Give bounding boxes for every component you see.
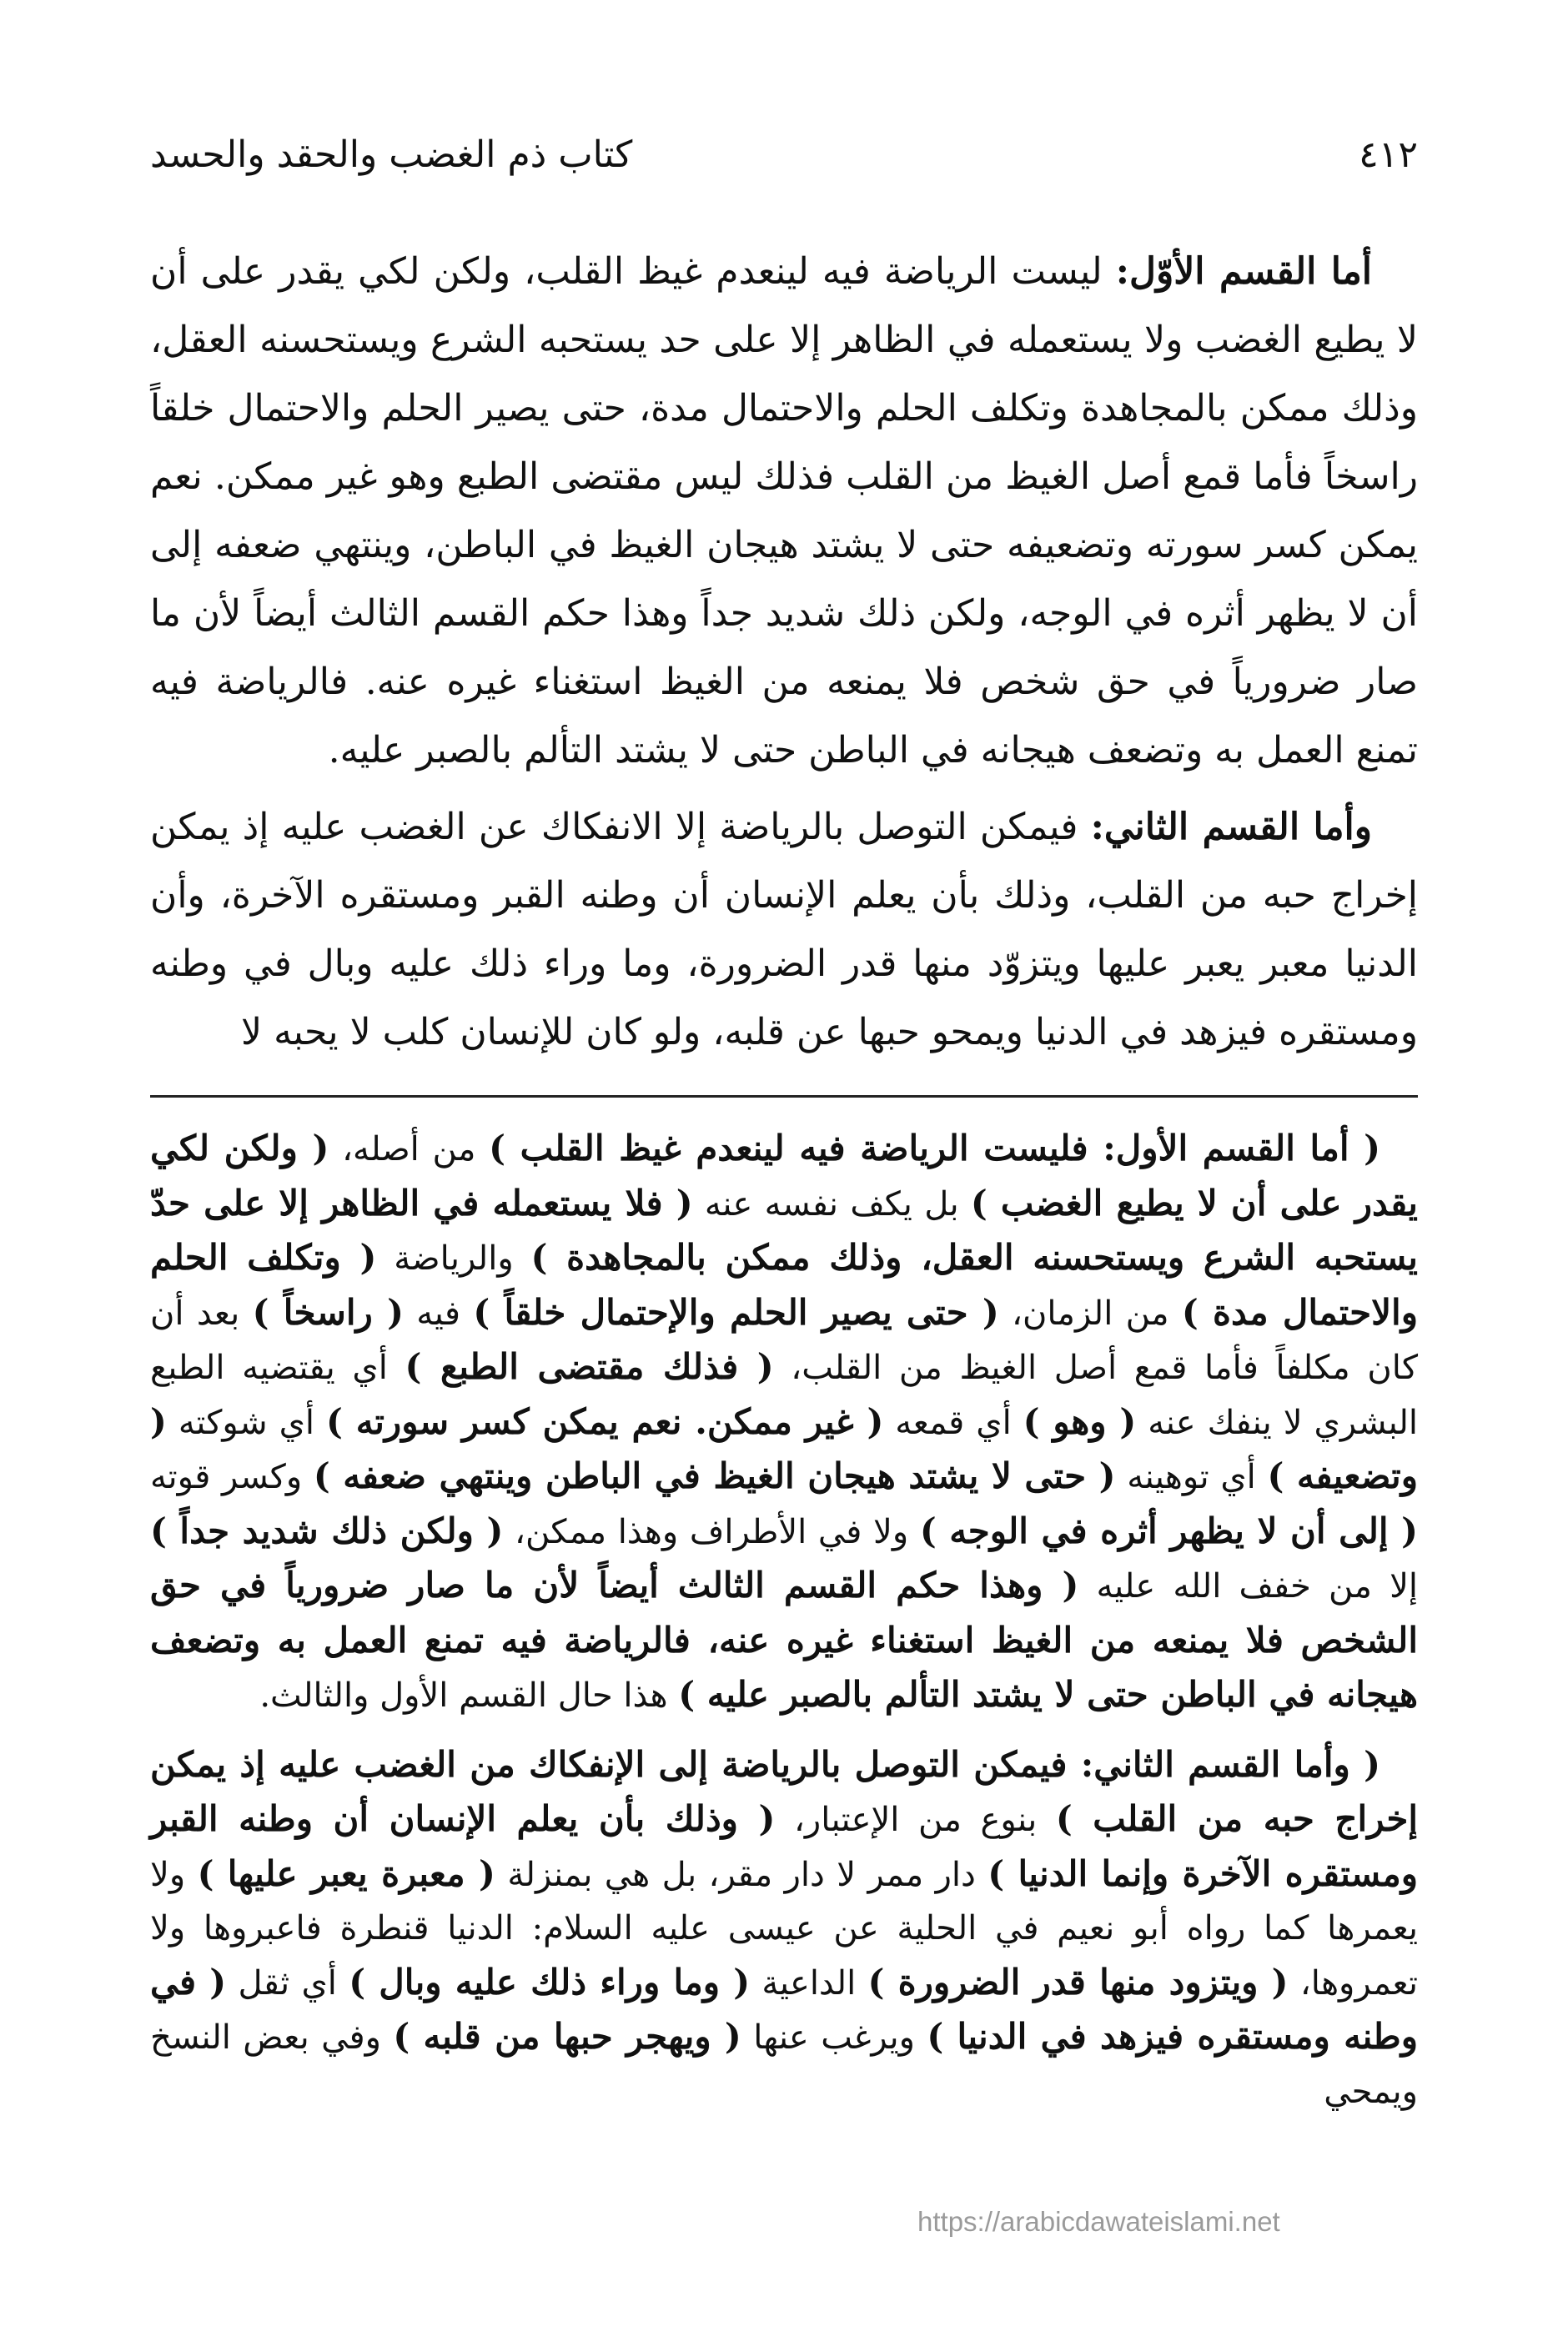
quoted-matn: ( وتضعيفه ) bbox=[150, 1400, 1419, 1496]
separator-line bbox=[150, 1095, 1418, 1098]
quoted-matn: ( أما القسم الأول: فليست الرياضة فيه لينعدم غيظ القلب ) bbox=[489, 1128, 1380, 1169]
quoted-matn: ( فلا يستعمله في الظاهر إلا على حدّ يستحبه الشرع ويستحسنه العقل، وذلك ممكن بالمجاهدة ) bbox=[150, 1182, 1418, 1278]
quoted-matn: ( غير ممكن. نعم يمكن كسر سورته ) bbox=[325, 1400, 884, 1442]
commentary-gloss: فيه bbox=[403, 1294, 474, 1333]
running-title: كتاب ذم الغضب والحقد والحسد bbox=[150, 133, 633, 176]
quoted-matn: ( في وطنه ومستقره فيزهد في الدنيا ) bbox=[150, 1961, 1419, 2057]
quoted-matn: ( فذلك مقتضى الطبع ) bbox=[405, 1346, 774, 1387]
commentary-gloss: من أصله، bbox=[329, 1130, 490, 1169]
quoted-matn: ( إلى أن لا يظهر أثره في الوجه ) bbox=[919, 1510, 1418, 1551]
quoted-matn: ( حتى يصير الحلم والإحتمال خلقاً ) bbox=[473, 1291, 999, 1333]
main-paragraph-1 bbox=[150, 238, 1418, 785]
quoted-matn: ( ولكن ذلك شديد جداً ) bbox=[150, 1510, 504, 1551]
commentary-paragraph-2 bbox=[150, 1738, 1418, 2119]
commentary-gloss: ويرغب عنها bbox=[741, 2018, 927, 2057]
quoted-matn: ( راسخاً ) bbox=[252, 1291, 404, 1333]
paragraph-body: فيمكن التوصل بالرياضة إلا الانفكاك عن الغضب عليه إذ يمكن إخراج حبه من القلب، وذلك بأن يعلم الإنسان أن وطنه القبر ومستقره الآخرة، وأن الدنيا معبر يعبر عليها ويتزوّد منها قدر الضرورة، وما وراء ذلك عليه وبال في وطنه ومستقره فيزهد في الدنيا ويمحو حبها عن قلبه، ولو كان للإنسان كلب لا يحبه لا bbox=[150, 806, 1418, 1053]
commentary-gloss: الداعية bbox=[750, 1963, 868, 2003]
quoted-matn: ( وهو ) bbox=[1023, 1400, 1137, 1442]
quoted-matn: ( حتى لا يشتد هيجان الغيظ في الباطن وينتهي ضعفه ) bbox=[313, 1455, 1116, 1496]
commentary-gloss: ولا يعمرها كما رواه أبو نعيم في الحلية عن عيسى عليه السلام: الدنيا قنطرة فاعبروها ولا تعمروها، bbox=[150, 1855, 1418, 2003]
quoted-matn: ( معبرة يعبر عليها ) bbox=[197, 1852, 495, 1894]
commentary-gloss: بنوع من الإعتبار، bbox=[775, 1801, 1056, 1839]
commentary-gloss: وفي بعض النسخ ويمحي bbox=[150, 2018, 1418, 2111]
commentary-gloss: بل يكف نفسه عنه bbox=[692, 1184, 971, 1224]
quoted-matn: ( ولكن لكي يقدر على أن لا يطيع الغضب ) bbox=[150, 1128, 1418, 1224]
commentary-gloss: أي قمعه bbox=[883, 1403, 1023, 1442]
quoted-matn: ( وأما القسم الثاني: فيمكن التوصل بالرياضة إلى الإنفكاك من الغضب عليه إذ يمكن إخراج حبه من القلب ) bbox=[150, 1743, 1418, 1839]
quoted-matn: ( وما وراء ذلك عليه وبال ) bbox=[349, 1961, 751, 2003]
quoted-matn: ( ويهجر حبها من قلبه ) bbox=[393, 2016, 741, 2057]
commentary-gloss: ولا في الأطراف وهذا ممكن، bbox=[503, 1512, 920, 1551]
section-heading-second: وأما القسم الثاني: bbox=[1090, 806, 1373, 848]
commentary-gloss: أي يقتضيه الطبع البشري لا ينفك عنه bbox=[150, 1349, 1418, 1442]
quoted-matn: ( وهذا حكم القسم الثالث أيضاً لأن ما صار ضرورياً في حق الشخص فلا يمنعه من الغيظ استغناء غيره عنه، فالرياضة فيه تمنع العمل به وتضعف هيجانه في الباطن حتى لا يشتد التألم بالصبر عليه ) bbox=[150, 1565, 1418, 1715]
commentary-gloss: أي ثقل bbox=[226, 1963, 349, 2003]
page-header bbox=[150, 125, 1418, 183]
quoted-matn: ( وتكلف الحلم والاحتمال مدة ) bbox=[150, 1237, 1418, 1333]
commentary-paragraph-1 bbox=[150, 1122, 1418, 1723]
commentary-gloss: من الزمان، bbox=[998, 1294, 1182, 1333]
paragraph-body: ليست الرياضة فيه لينعدم غيظ القلب، ولكن لكي يقدر على أن لا يطيع الغضب ولا يستعمله في الظاهر إلا على حد يستحبه الشرع ويستحسنه العقل، وذلك ممكن بالمجاهدة وتكلف الحلم والاحتمال مدة، حتى يصير الحلم والاحتمال خلقاً راسخاً فأما قمع أصل الغيظ من القلب فذلك ليس مقتضى الطبع وهو غير ممكن. نعم يمكن كسر سورته وتضعيفه حتى لا يشتد هيجان الغيظ في الباطن، وينتهي ضعفه إلى أن لا يظهر أثره في الوجه، ولكن ذلك شديد جداً وهذا حكم القسم الثالث أيضاً لأن ما صار ضرورياً في حق شخص فلا يمنعه من الغيظ استغناء غيره عنه. فالرياضة فيه تمنع العمل به وتضعف هيجانه في الباطن حتى لا يشتد التألم بالصبر عليه. bbox=[150, 250, 1419, 771]
commentary-gloss: وكسر قوته bbox=[150, 1458, 314, 1496]
page-number: ٤١٢ bbox=[1359, 133, 1418, 176]
quoted-matn: ( ويتزود منها قدر الضرورة ) bbox=[867, 1961, 1289, 2003]
commentary-text bbox=[150, 1122, 1418, 2133]
commentary-gloss: هذا حال القسم الأول والثالث. bbox=[259, 1676, 679, 1715]
main-paragraph-2 bbox=[150, 793, 1418, 1067]
watermark-url: https://arabicdawateislami.net bbox=[917, 2206, 1280, 2237]
commentary-gloss: بعد أن كان مكلفاً فأما قمع أصل الغيظ من القلب، bbox=[150, 1294, 1418, 1387]
commentary-gloss: أي توهينه bbox=[1115, 1458, 1268, 1496]
commentary-gloss: دار ممر لا دار مقر، بل هي بمنزلة bbox=[495, 1855, 988, 1894]
commentary-gloss: أي شوكته bbox=[166, 1403, 326, 1442]
section-heading-first: أما القسم الأوّل: bbox=[1115, 250, 1373, 293]
commentary-gloss: والرياضة bbox=[376, 1239, 531, 1278]
commentary-gloss: إلا من خفف الله عليه bbox=[1078, 1567, 1418, 1606]
main-text bbox=[150, 238, 1418, 1075]
quoted-matn: ( وذلك بأن يعلم الإنسان أن وطنه القبر ومستقره الآخرة وإنما الدنيا ) bbox=[150, 1798, 1419, 1894]
